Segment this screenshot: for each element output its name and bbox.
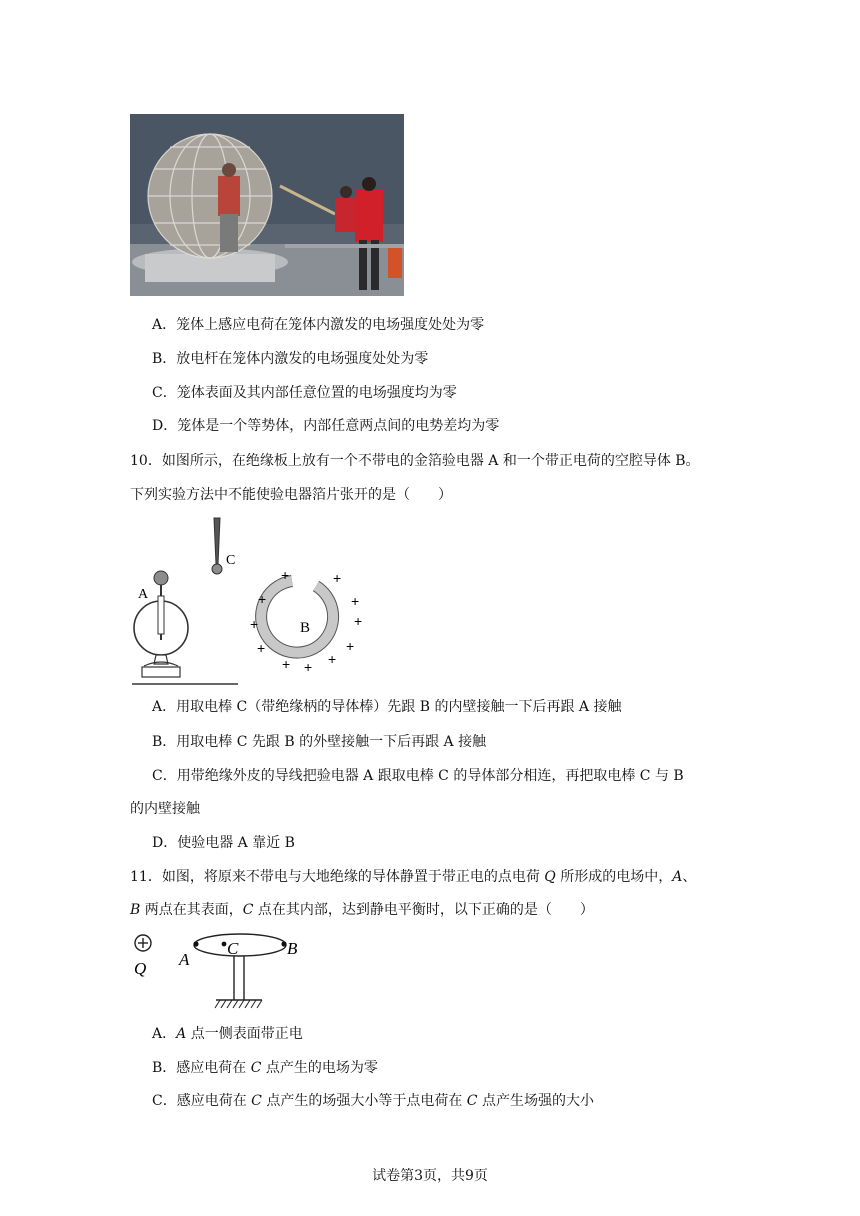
label-c: C — [226, 553, 236, 568]
svg-text:+: + — [333, 570, 342, 586]
svg-text:+: + — [354, 613, 363, 629]
svg-text:+: + — [281, 567, 290, 583]
svg-text:+: + — [304, 659, 313, 675]
q10-option-c-line1: C．用带绝缘外皮的导线把验电器 A 跟取电棒 C 的导体部分相连，再把取电棒 C 与 B — [152, 768, 684, 784]
svg-text:C: C — [227, 939, 239, 958]
q9-option-a: A．笼体上感应电荷在笼体内激发的电场强度处处为零 — [152, 317, 485, 333]
q9-option-c: C．笼体表面及其内部任意位置的电场强度均为零 — [152, 385, 457, 401]
conductor-field-diagram — [128, 930, 318, 1016]
hollow-conductor-b — [261, 581, 333, 653]
charging-rod-c — [212, 518, 235, 574]
electroscope-a — [132, 571, 238, 684]
q11-option-c: C．感应电荷在 C 点产生的场强大小等于点电荷在 C 点产生场强的大小 — [152, 1093, 594, 1109]
q11-stem-line2: B 两点在其表面，C 点在其内部，达到静电平衡时，以下正确的是（ ） — [130, 902, 594, 918]
svg-text:+: + — [282, 656, 291, 672]
q10-stem-line2: 下列实验方法中不能使验电器箔片张开的是（ ） — [130, 487, 452, 503]
q10-option-c-line2: 的内壁接触 — [130, 801, 200, 817]
svg-text:B: B — [287, 939, 298, 958]
svg-text:+: + — [328, 651, 337, 667]
svg-text:+: + — [257, 640, 266, 656]
q10-option-d: D．使验电器 A 靠近 B — [152, 835, 295, 851]
q11-option-a: A．A 点一侧表面带正电 — [152, 1026, 303, 1042]
q11-option-b: B．感应电荷在 C 点产生的电场为零 — [152, 1060, 378, 1076]
q9-option-b: B．放电杆在笼体内激发的电场强度处处为零 — [152, 351, 429, 367]
q11-stem-line1: 11．如图，将原来不带电与大地绝缘的导体静置于带正电的点电荷 Q 所形成的电场中，A、 — [130, 869, 697, 885]
svg-text:A: A — [179, 950, 190, 969]
electroscope-diagram — [126, 512, 396, 690]
svg-text:+: + — [351, 593, 360, 609]
q9-option-d: D．笼体是一个等势体，内部任意两点间的电势差均为零 — [152, 418, 500, 434]
label-b: B — [300, 620, 311, 636]
page-footer: 试卷第3页，共9页 — [372, 1168, 488, 1184]
svg-text:+: + — [250, 616, 259, 632]
point-charge-q — [134, 935, 151, 978]
insulated-conductor — [178, 934, 298, 1008]
svg-text:+: + — [346, 638, 355, 654]
svg-text:Q: Q — [134, 959, 147, 978]
svg-text:+: + — [258, 591, 267, 607]
q10-stem-line1: 10．如图所示，在绝缘板上放有一个不带电的金箔验电器 A 和一个带正电荷的空腔导体 B。 — [130, 453, 700, 469]
label-a: A — [138, 587, 149, 602]
q10-option-b: B．用取电棒 C 先跟 B 的外壁接触一下后再跟 A 接触 — [152, 734, 487, 750]
faraday-cage-photo — [130, 114, 404, 296]
q10-option-a: A．用取电棒 C（带绝缘柄的导体棒）先跟 B 的内壁接触一下后再跟 A 接触 — [152, 699, 622, 715]
